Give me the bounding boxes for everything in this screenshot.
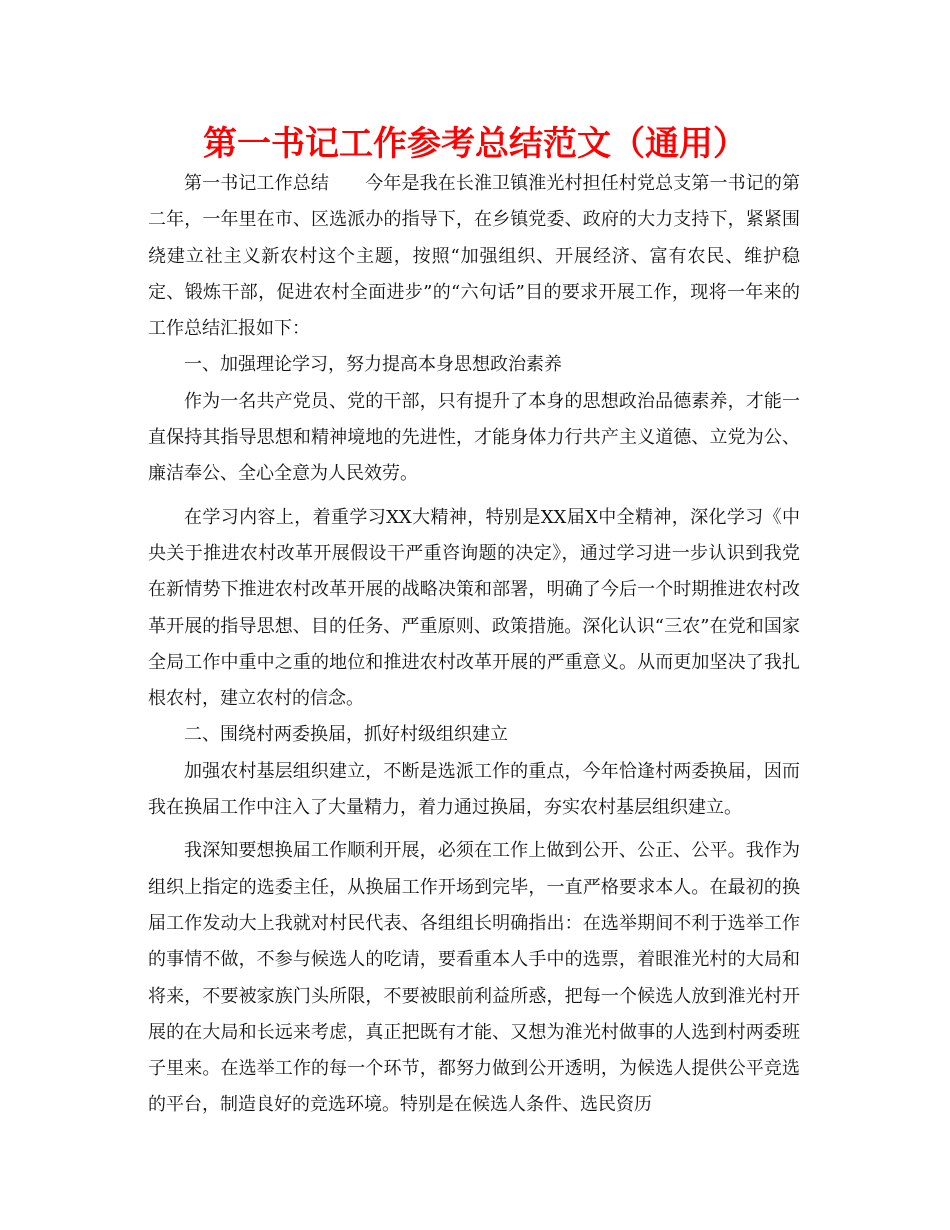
document-body [148, 166, 800, 1124]
paragraph-election: 我深知要想换届工作顺利开展，必须在工作上做到公开、公正、公平。我作为组织上指定的选委主任，从换届工作开场到完毕，一直严格要求本人。在最初的换届工作发动大上我就对村民代表、各组组长明确指出：在选举期间不利于选举工作的事情不做，不参与候选人的吃请，要看重本人手中的选票，着眼淮光村的大局和将来，不要被家族门头所限，不要被眼前利益所惑，把每一个候选人放到淮光村开展的在大局和长远来考虑，真正把既有才能、又想为淮光村做事的人选到村两委班子里来。在选举工作的每一个环节，都努力做到公开透明，为候选人提供公平竞选的平台，制造良好的竞选环境。特别是在候选人条件、选民资历 [148, 840, 800, 1116]
section-heading-2: 二、围绕村两委换届，抓好村级组织建立 [184, 724, 508, 746]
paragraph-theory-study: 作为一名共产党员、党的干部，只有提升了本身的思想政治品德素养，才能一直保持其指导思想和精神境地的先进性，才能身体力行共产主义道德、立党为公、廉洁奉公、全心全意为人民效劳。 [148, 390, 800, 485]
paragraph-study-content: 在学习内容上，着重学习XX大精神，特别是XX届X中全精神，深化学习《中央关于推进农村改革开展假设干严重咨询题的决定》，通过学习进一步认识到我党在新情势下推进农村改革开展的战略决策和部署，明确了今后一个时期推进农村改革开展的指导思想、目的任务、严重原则、政策措施。深化认识“三农”在党和国家全局工作中重中之重的地位和推进农村改革开展的严重意义。从而更加坚决了我扎根农村，建立农村的信念。 [148, 506, 800, 710]
document-title: 第一书记工作参考总结范文（通用） [203, 124, 747, 164]
paragraph-intro: 第一书记工作总结 今年是我在长淮卫镇淮光村担任村党总支第一书记的第二年，一年里在市、区选派办的指导下，在乡镇党委、政府的大力支持下，紧紧围绕建立社主义新农村这个主题，按照“加强组织、开展经济、富有农民、维护稳定、锻炼干部，促进农村全面进步”的“六句话”目的要求开展工作，现将一年来的工作总结汇报如下： [148, 173, 800, 340]
paragraph-organization: 加强农村基层组织建立，不断是选派工作的重点，今年恰逢村两委换届，因而我在换届工作中注入了大量精力，着力通过换届，夯实农村基层组织建立。 [148, 760, 800, 819]
section-heading-1: 一、加强理论学习，努力提高本身思想政治素养 [184, 354, 562, 376]
